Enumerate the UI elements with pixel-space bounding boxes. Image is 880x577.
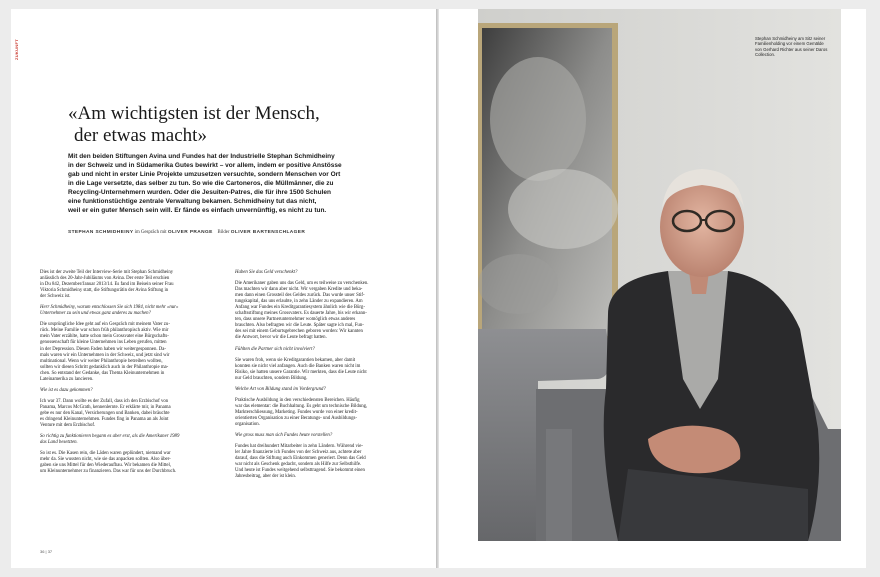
credit-subject: STEPHAN SCHMIDHEINY xyxy=(68,230,134,235)
portrait-photo xyxy=(478,9,841,541)
paragraph-line: Wie ist es dazu gekommen? xyxy=(40,387,93,393)
interview-question xyxy=(40,305,237,317)
body-paragraph xyxy=(40,451,237,475)
paragraph-line: Wie gross muss man sich Fundes heute vorstellen? xyxy=(235,433,333,439)
body-paragraph xyxy=(235,398,425,428)
left-page xyxy=(11,9,436,568)
paragraph-line: konnten sie nicht viel anfangen. Auch die Banken waren nicht im xyxy=(235,363,361,369)
caption-line: von Gerhard Richter aus seiner Daros xyxy=(755,46,828,52)
interview-question xyxy=(40,388,237,394)
text-column-2 xyxy=(235,270,425,485)
body-paragraph xyxy=(235,444,425,480)
paragraph-line: Risiko, sie hatten unsere Garantie. Wir merkten, dass die Leute nicht xyxy=(235,369,367,375)
lede-line: Mit den beiden Stiftungen Avina und Fundes hat der Industrielle Stephan Schmidheiny xyxy=(68,153,335,160)
interview-question xyxy=(40,434,237,446)
caption-line: Collection. xyxy=(755,52,776,58)
paragraph-line: gebe es nur den Kanal, Versicherungen und Banken, dabei bräuchte xyxy=(40,410,170,416)
paragraph-line: mein Vater erzählte, hatte schon mein Grossvater eine Bürgschafts- xyxy=(40,334,169,340)
paragraph-line: Sie waren froh, wenn sie Kreditgarantien bekamen, aber damit xyxy=(235,357,356,363)
paragraph-line: Panama, Marcos McGrath, kennenlernte. Er erklärte mir, in Panama xyxy=(40,404,171,410)
photo-caption xyxy=(755,36,855,58)
paragraph-line: multinational. Wenn wir weiter Philanthropie betreiben wollten, xyxy=(40,358,163,364)
body-paragraph xyxy=(40,322,237,382)
paragraph-line: Unternehmer zu sein und etwas ganz anderes zu machen? xyxy=(40,311,151,317)
text-column-1 xyxy=(40,270,237,480)
paragraph-line: So richtig zu funktionieren begann es aber erst, als die Amerikaner 1989 xyxy=(40,434,180,440)
lede-line: in die Lage versetzte, das selber zu tun. So wie die Cartoneros, die Müllmänner, die zu xyxy=(68,180,334,187)
paragraph-line: gaben sie uns Mittel für den Wiederaufbau. Wir bekamen die Mittel, xyxy=(40,463,172,469)
paragraph-line: das Land besetzten. xyxy=(40,440,78,446)
painting-figure xyxy=(490,57,586,181)
interview-question xyxy=(235,387,425,393)
headline xyxy=(68,103,368,147)
credit-interviewer: OLIVER PRANGE xyxy=(167,230,213,235)
paragraph-line: ler Jahre finanzierte ich Fundes von der Schweiz aus, achtete aber xyxy=(235,450,362,456)
paragraph-line: Die ursprüngliche Idee geht auf ein Gespräch mit meinem Vater zu- xyxy=(40,322,170,328)
lede-line: in der Schweiz und in Südamerika Gutes bewirkt – vor allem, indem er positive Anstösse xyxy=(68,162,342,169)
page-numbers: 36 | 37 xyxy=(40,549,53,554)
sofa-cushion-edge xyxy=(546,429,572,541)
credits-line xyxy=(68,230,368,235)
paragraph-line: Markterschliessung, Marketing. Fundes wurde von einer kredit- xyxy=(235,409,358,415)
body-paragraph xyxy=(40,399,237,429)
paragraph-line: die Antwort, bevor wir die Leute befragt hatten. xyxy=(235,335,327,341)
paragraph-line: war nicht als Geschenk gedacht, sondern als Hilfe zur Selbsthilfe. xyxy=(235,462,362,468)
body-paragraph xyxy=(235,358,425,382)
interview-question xyxy=(235,433,425,439)
lede-paragraph xyxy=(68,152,368,215)
paragraph-line: Welche Art von Bildung stand im Vordergrund? xyxy=(235,386,326,392)
paragraph-line: der Schweiz ist. xyxy=(40,294,71,300)
magazine-spread xyxy=(11,9,866,568)
lede-line: eine funktionstüchtige zentrale Verwaltung bekamen. Schmidheiny tut das nicht, xyxy=(68,198,317,205)
caption-line: Stephan Schmidheiny am Sitz seiner xyxy=(755,36,826,41)
paragraph-line: Das machten wir dann aber nicht. Wir vergaben Kredite und beka- xyxy=(235,287,363,293)
headline-line-2: der etwas macht» xyxy=(74,125,207,146)
paragraph-line: genossenschaft für kleine Unternehmen ins Leben gerufen, mitten xyxy=(40,340,167,346)
paragraph-line: Viktoria Schmidheiny statt, die Stiftungsrätin der Avina Stiftung in xyxy=(40,288,169,294)
paragraph-line: in der Depression. Diesen Faden haben wir weitergesponnen. Da- xyxy=(40,346,166,352)
paragraph-line: Jahresbeitrag, aber der ist klein. xyxy=(235,474,297,480)
paragraph-line: sollten wir diesen Schritt gedanklich auch in der Philanthropie ma- xyxy=(40,364,169,370)
paragraph-line: So ist es. Die Kasen rein, die Läden waren geplündert, niemand war xyxy=(40,451,171,457)
paragraph-line: um Kleinunternehmer zu finanzieren. Das war für uns der Durchbruch. xyxy=(40,469,177,475)
paragraph-line: Und heute ist Fundes weitgehend selbsttragend. Sie bekommt einen xyxy=(235,468,365,474)
paragraph-line: tungskapital, das uns erlaubte, in zehn Länder zu expandieren. Am xyxy=(235,299,363,305)
section-tag: ZUKUNFT xyxy=(14,39,19,60)
paragraph-line: chen. So entstand der Gedanke, das Thema Kleinunternehmen in xyxy=(40,370,165,376)
paragraph-line: es dringend Kleinunternehmen. Fundes fing in Panama an als Joint xyxy=(40,416,169,422)
paragraph-line: Lateinamerika zu lancieren. xyxy=(40,376,94,382)
lede-line: weil er ein guter Mensch sein will. Er fände es einfach unvernünftig, es nicht zu tun. xyxy=(68,207,327,214)
body-paragraph xyxy=(235,281,425,341)
caption-line: Familienholding vor einem Gemälde xyxy=(755,41,824,47)
portrait-illustration xyxy=(478,9,841,541)
paragraph-line: schaftsstiftung meines Grossvaters. Es dauerte Jahre, bis wir erkann- xyxy=(235,311,367,317)
lede-line: gab und nicht in erster Linie Projekte umzusetzen versuchte, sondern Menschen vor Ort xyxy=(68,171,341,178)
paragraph-line: Venture mit dem Erzbischof. xyxy=(40,423,96,429)
paragraph-line: Praktische Ausbildung in den verschiedensten Bereichen. Häufig xyxy=(235,397,360,403)
paragraph-line: Anfang war Fundes ein Kreditgarantiesystem ähnlich wie die Bürg- xyxy=(235,305,365,311)
paragraph-line: men dann einen Grossteil des Geldes zurück. Das wurde unser Stif- xyxy=(235,293,365,299)
lede-line: Recycling-Unternehmern wurden. Oder die Jesuiten-Patres, die für ihre 1500 Schulen xyxy=(68,189,331,196)
body-paragraph xyxy=(40,270,237,300)
paragraph-line: organisation. xyxy=(235,421,260,427)
paragraph-line: Fundes hat dreihundert Mitarbeiter in zehn Ländern. Während vie- xyxy=(235,444,363,450)
interview-question xyxy=(235,347,425,353)
paragraph-line: Fühlten die Partner sich nicht involviert? xyxy=(235,346,315,352)
paragraph-line: anlässlich des 20-Jahr-Jubiläums von Avina. Der erste Teil erschien xyxy=(40,276,170,282)
paragraph-line: Herr Schmidheiny, warum entschlossen Sie sich 1984, nicht mehr «nur» xyxy=(40,305,179,311)
right-page xyxy=(439,9,866,568)
paragraph-line: des sei mit einem Geburtsgebrechen geboren worden: Wir kannten xyxy=(235,329,363,335)
paragraph-line: mehr da. Sie wussten nicht, wie sie das anpacken sollten. Also über- xyxy=(40,457,171,463)
paragraph-line: Haben Sie das Geld verschenkt? xyxy=(235,270,298,275)
paragraph-line: mals waren wir ein Unternehmen in der Schweiz, und jetzt sind wir xyxy=(40,352,170,358)
paragraph-line: brauchten. Also befragten wir die Leute. Später sagte ich mal, Fun- xyxy=(235,323,364,329)
paragraph-line: orientierten Organisation zu einer Beratungs- und Ausbildungs- xyxy=(235,415,357,421)
paragraph-line: nur Geld brauchten, sondern Bildung. xyxy=(235,375,308,381)
headline-line-1: «Am wichtigsten ist der Mensch, xyxy=(68,103,320,124)
credit-interview-text: im Gespräch mit xyxy=(134,230,167,235)
painting-figure-3 xyxy=(478,254,558,314)
credit-photo-text: Bilder xyxy=(217,230,230,235)
paragraph-line: darauf, dass die Stiftung auch Einkommen generiert. Denn das Geld xyxy=(235,456,366,462)
paragraph-line: Ich war 37. Dann wollte es der Zufall, dass ich den Erzbischof von xyxy=(40,398,169,404)
paragraph-line: ten, dass unsere Partnerunternehmer womöglich etwas anderes xyxy=(235,317,356,323)
interview-question xyxy=(235,270,425,276)
paragraph-line: Die Amerikaner gaben uns das Geld, um es teilweise zu verschenken. xyxy=(235,281,369,287)
paragraph-line: rück. Meine Familie war schon früh philanthropisch aktiv. Wie mir xyxy=(40,328,169,334)
credit-photographer: OLIVER BARTENSCHLAGER xyxy=(230,230,306,235)
paragraph-line: in Du 842, Dezember/Januar 2013/14. Es fand im Beisein seiner Frau xyxy=(40,282,174,288)
paragraph-line: Dies ist der zweite Teil der Interview-Serie mit Stephan Schmidheiny xyxy=(40,270,174,275)
painting-figure-2 xyxy=(508,169,618,249)
paragraph-line: war das elementar: die Buchhaltung. Es geht um technische Bildung, xyxy=(235,403,368,409)
